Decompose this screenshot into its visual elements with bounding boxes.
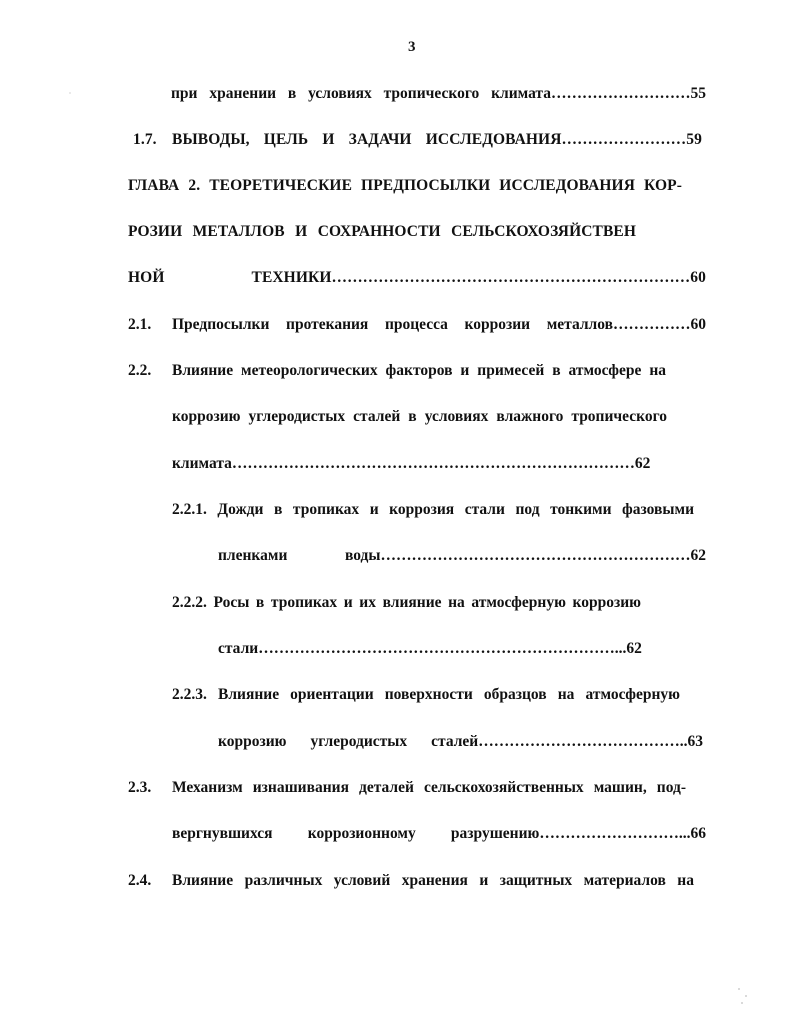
scan-artifact bbox=[745, 995, 747, 997]
scan-artifact bbox=[741, 1002, 743, 1004]
toc-entry-2-1: Предпосылки протекания процесса коррозии металлов……………60 bbox=[172, 316, 706, 333]
toc-entry-2-2-2-line-1: 2.2.2. Росы в тропиках и их влияние на атмосферную коррозию bbox=[172, 594, 641, 611]
toc-entry-2-2-3-line-1: 2.2.3. Влияние ориентации поверхности образцов на атмосферную bbox=[172, 686, 680, 703]
toc-entry-2-3-line-2: вергнувшихся коррозионному разрушению………………………...66 bbox=[172, 825, 706, 842]
toc-entry-2-3-line-1: Механизм изнашивания деталей сельскохозяйственных машин, под- bbox=[172, 779, 686, 796]
toc-entry-number: 2.1. bbox=[128, 316, 152, 333]
toc-chapter-2-line-1: ГЛАВА 2. ТЕОРЕТИЧЕСКИЕ ПРЕДПОСЫЛКИ ИССЛЕДОВАНИЯ КОР- bbox=[128, 177, 682, 194]
toc-entry-2-4-line-1: Влияние различных условий хранения и защитных материалов на bbox=[172, 872, 694, 889]
toc-entry-number: 2.3. bbox=[128, 779, 152, 796]
page-number: 3 bbox=[408, 39, 416, 55]
toc-entry-number: 1.7. bbox=[133, 131, 157, 148]
toc-entry-2-2-3-line-2: коррозию углеродистых сталей…………………………………..63 bbox=[218, 733, 703, 750]
toc-entry-number: 2.4. bbox=[128, 872, 152, 889]
toc-chapter-2-line-3: НОЙ ТЕХНИКИ……………………………………………………………60 bbox=[128, 269, 706, 286]
scan-artifact bbox=[69, 92, 71, 94]
toc-entry-2-2-line-2: коррозию углеродистых сталей в условиях влажного тропического bbox=[172, 408, 667, 425]
scan-artifact bbox=[738, 988, 740, 990]
toc-entry-2-2-1-line-2: пленками воды……………………………………………………62 bbox=[218, 547, 706, 564]
toc-entry-2-2-line-3: климата……………………………………………………………………62 bbox=[172, 455, 651, 472]
toc-entry-continuation: при хранении в условиях тропического климата………………………55 bbox=[171, 85, 706, 102]
toc-entry-2-2-2-line-2: стали……………………………………………………………...62 bbox=[218, 640, 642, 657]
toc-chapter-2-line-2: РОЗИИ МЕТАЛЛОВ И СОХРАННОСТИ СЕЛЬСКОХОЗЯЙСТВЕН bbox=[128, 223, 636, 240]
toc-entry-number: 2.2. bbox=[128, 362, 152, 379]
toc-entry-1-7: ВЫВОДЫ, ЦЕЛЬ И ЗАДАЧИ ИССЛЕДОВАНИЯ……………………59 bbox=[172, 131, 702, 148]
toc-entry-2-2-1-line-1: 2.2.1. Дожди в тропиках и коррозия стали под тонкими фазовыми bbox=[172, 501, 694, 518]
toc-entry-2-2-line-1: Влияние метеорологических факторов и примесей в атмосфере на bbox=[172, 362, 666, 379]
